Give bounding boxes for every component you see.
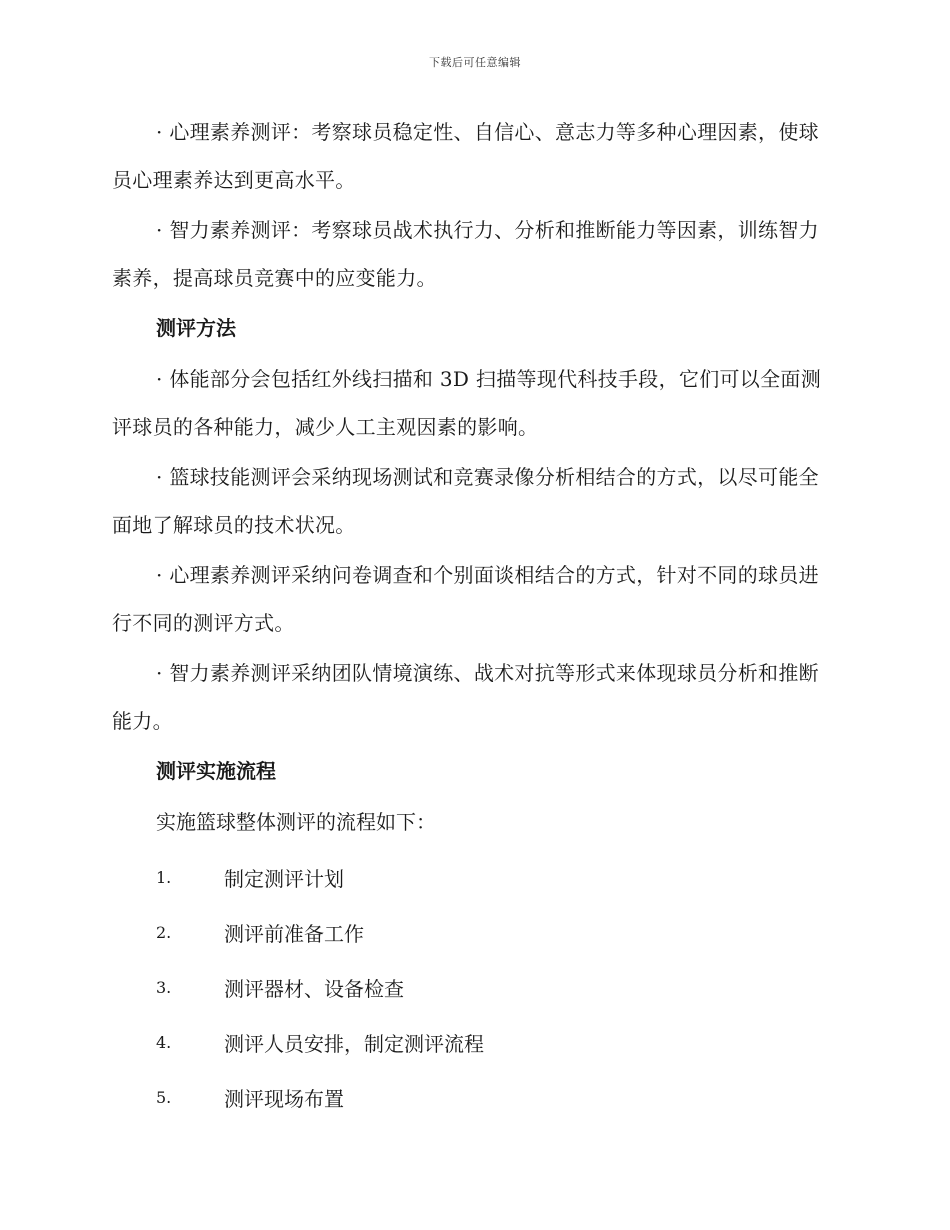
list-text: 测评器材、设备检查 xyxy=(224,976,404,1001)
list-text: 测评人员安排，制定测评流程 xyxy=(224,1031,484,1056)
paragraph-method-intellectual: · 智力素养测评采纳团队情境演练、战术对抗等形式来体现球员分析和推断能力。 xyxy=(112,661,819,733)
section-heading-process: 测评实施流程 xyxy=(156,759,276,783)
list-item xyxy=(112,1073,838,1121)
list-item xyxy=(112,908,838,956)
page-header: 下载后可任意编辑 xyxy=(429,56,521,69)
list-number: 4. xyxy=(156,1032,172,1052)
process-intro: 实施篮球整体测评的流程如下： xyxy=(156,810,436,834)
paragraph-method-skill: · 篮球技能测评会采纳现场测试和竞赛录像分析相结合的方式，以尽可能全面地了解球员的技术状况。 xyxy=(112,465,819,537)
list-item xyxy=(112,853,838,901)
paragraph-method-physical: · 体能部分会包括红外线扫描和 3D 扫描等现代科技手段，它们可以全面测评球员的各种能力，减少人工主观因素的影响。 xyxy=(112,367,821,439)
list-text: 制定测评计划 xyxy=(224,866,344,891)
section-heading-method: 测评方法 xyxy=(156,316,236,340)
list-text: 测评现场布置 xyxy=(224,1086,344,1111)
paragraph-intellectual: · 智力素养测评：考察球员战术执行力、分析和推断能力等因素，训练智力素养，提高球员竞赛中的应变能力。 xyxy=(112,218,819,290)
process-steps-list xyxy=(112,853,838,1121)
document-body xyxy=(112,108,838,1128)
list-item xyxy=(112,963,838,1011)
list-item xyxy=(112,1018,838,1066)
list-number: 1. xyxy=(156,867,172,887)
paragraph-method-psychological: · 心理素养测评采纳问卷调查和个别面谈相结合的方式，针对不同的球员进行不同的测评方式。 xyxy=(112,563,819,635)
list-text: 测评前准备工作 xyxy=(224,921,364,946)
list-number: 5. xyxy=(156,1087,172,1107)
paragraph-psychological: · 心理素养测评：考察球员稳定性、自信心、意志力等多种心理因素，使球员心理素养达到更高水平。 xyxy=(112,120,819,192)
list-number: 3. xyxy=(156,977,172,997)
list-number: 2. xyxy=(156,922,172,942)
